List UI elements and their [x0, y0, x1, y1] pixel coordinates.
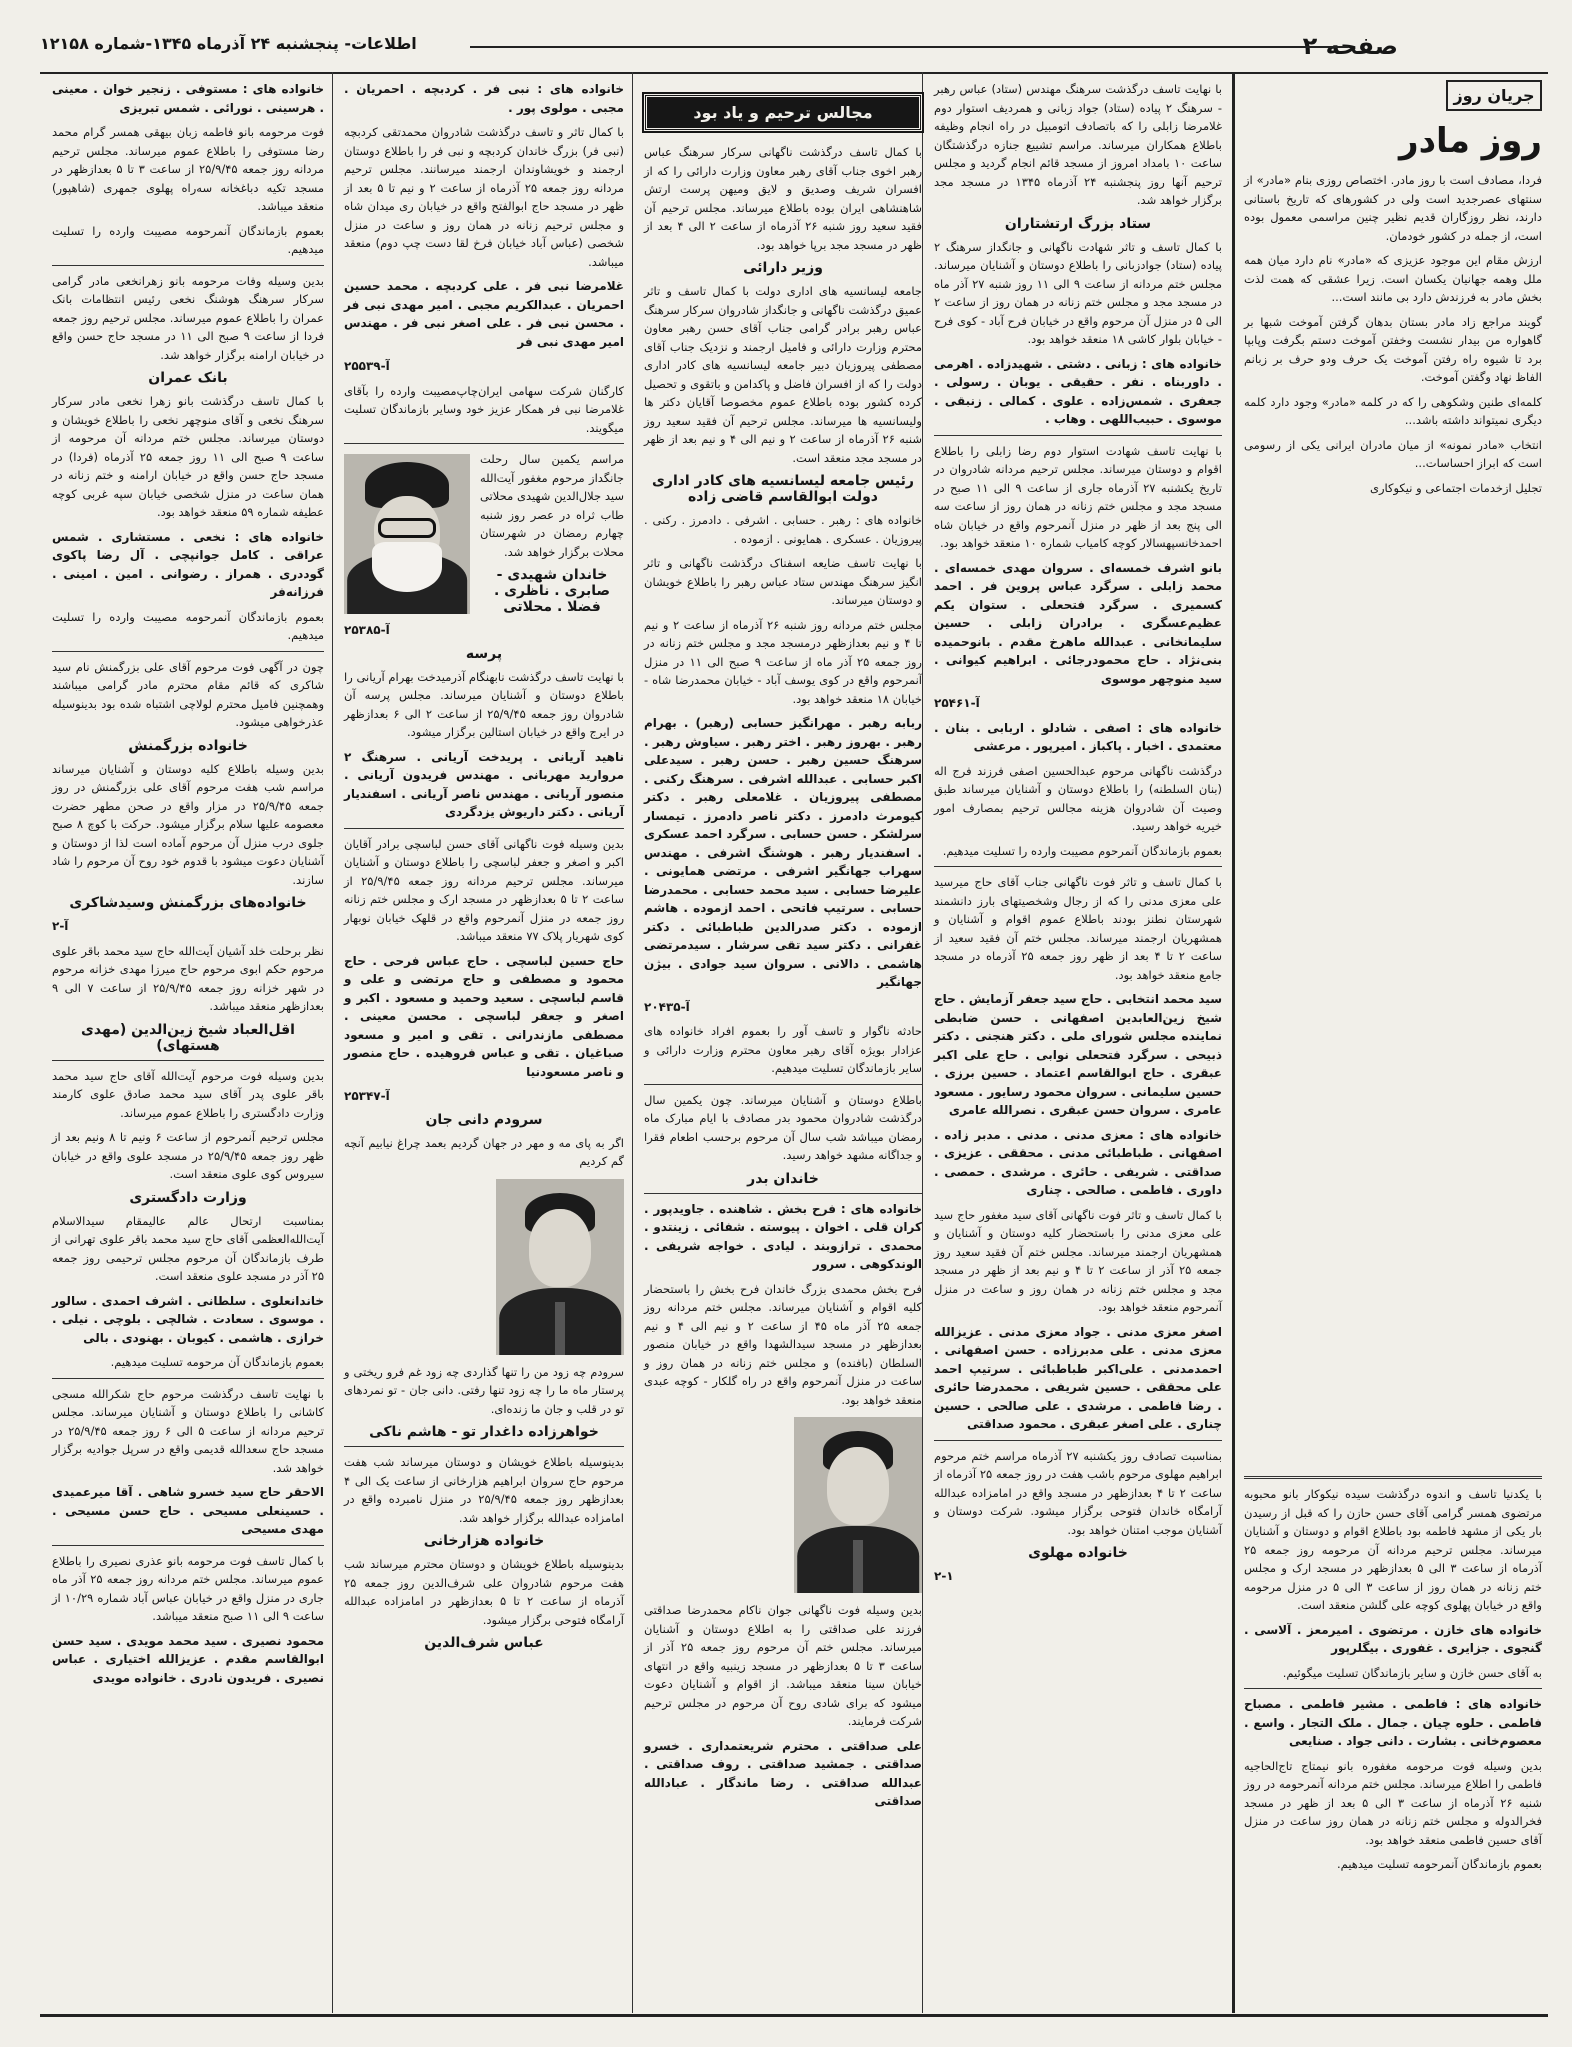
notice-paragraph: درگذشت ناگهانی مرحوم عبدالحسین اصفی فرزند فرج اله (بنان السلطنه) را باطلاع دوستان و آشنایان میرساند طبق وصیت آن شادروان هزینه مجالس ترحیم بمصارف امور خیریه خواهد رسید. [934, 763, 1222, 833]
notice-paragraph: با کمال تاسف درگذشت بانو زهرا نخعی مادر سرکار سرهنگ نخعی و آقای منوچهر نخعی را باطلاع خویشان و دوستان میرساند. مجلس ختم مردانه آن مرحومه از ساعت ۹ صبح الی ۱۱ روز جمعه ۲۵ آذرماه (فردا) در مسجد حاج حسن واقع در خیابان ارامنه و ختم زنانه در همان ساعت در منزل شخصی خیابان سپه غربی کوچه عطیفه شماره ۵۹ منعقد خواهد بود. [52, 394, 324, 519]
notice-signature: خانواده‌های بزرگمنش وسیدشاکری [69, 895, 307, 911]
notice-paragraph: به آقای حسن خازن و سایر بازماندگان تسلیت میگوئیم. [1282, 1665, 1542, 1680]
notice-paragraph: چون در آگهی فوت مرحوم آقای علی بزرگمنش نام سید شاکری که قائم مقام محترم مادر گرامی میباشند وهمچنین فامیل محترم لولاچی اشتباه شده بود بدینوسیله عذرخواهی میشود. [52, 659, 324, 729]
notice-signature: پرسه [465, 645, 503, 662]
notice-paragraph: با کمال تاسف و تاثر فوت ناگهانی جناب آقای حاج میرسید علی معزی مدنی را که از رجال وشخصیتهای بارز دانشمند شهرستان نطنز بودند باطلاع عموم اقوام و آشنایان و همشهریان ارجمند میرساند. مجلس ختم آن فقید سعید از ساعت ۲ تا ۴ بعد از ظهر روز جمعه ۲۵ آذرماه در مسجد جامع منعقد خواهد بود. [934, 875, 1222, 982]
section-divider [344, 443, 624, 444]
section-divider [644, 1193, 922, 1194]
family-names: خانواده های : زبانی . دشتی . شهیدزاده . اهرمی . داوربناه . نفر . حقیقی . یوبان . رسولی . جعفری . شمس‌زاده . علوی . کمالی . زنبقی . موسوی . حبیب‌اللهی . وهاب . [934, 356, 1222, 426]
notice-signature: خانواده هزارخانی [423, 1533, 545, 1549]
feature-paragraph: تجلیل ازخدمات اجتماعی و نیکوکاری [1369, 480, 1542, 495]
family-names: بانو اشرف خمسه‌ای . سروان مهدی خمسه‌ای . محمد زابلی . سرگرد عباس پروین فر . احمد کسمیری . سرگرد فتحعلی . ستوان یکم عظیم‌عسگری . برادران زابلی . حسین سلیمانخانی . عبدالله ماهرخ مقدم . بانوحمیده بنی‌نژاد . حاج محمودرجائی . ابراهیم کیوانی . سید منوچهر موسوی [934, 560, 1222, 686]
family-names: خانواده های : اصفی . شادلو . اربابی . بنان . معتمدی . اخبار . پاکباز . امیرپور . مرعشی [934, 720, 1222, 753]
family-names: ناهید آریانی . پریدخت آریانی . سرهنگ ۲ مروارید مهربانی . مهندس فریدون آریانی . منصور آریانی . مهندس ناصر آریانی . اسفندیار آریانی . دکتر داریوش یزدگردی [344, 749, 624, 819]
notice-paragraph: اگر به پای مه و مهر در جهان گردیم بعمد چراغ نیابیم آنچه گم کردیم [344, 1135, 624, 1168]
notice-paragraph: مجلس ختم مردانه روز شنبه ۲۶ آذرماه از ساعت ۲ و نیم تا ۴ و نیم بعدازظهر درمسجد مجد و مجلس ختم زنانه در روز جمعه ۲۵ آذر ماه از ساعت ۹ صبح الی ۱۱ در منزل آنمرحوم واقع در کوی یوسف آباد - خیابان محمدرضا شاه - خیابان ۱۸ منعقد خواهد بود. [644, 617, 922, 706]
column-3 [638, 80, 928, 2007]
notice-paragraph: با نهایت تاسف ضایعه اسفناک درگذشت ناگهانی و تاثر انگیز سرهنگ مهندس ستاد عباس رهبر را باطلاع خویشان و دوستان میرساند. [644, 556, 922, 607]
notice-signature: وزارت دادگستری [129, 1189, 247, 1206]
family-names: خانواده های : نخعی . مستشاری . شمس عراقی . کامل جوانپچی . آل رضا پاکوی گوددری . همراز . رضوانی . امین . امینی . فرزانه‌فر [52, 529, 324, 599]
family-names: خانواده های خازن . مرتضوی . امیرمعز . آلاسی . گنجوی . جزایری . غفوری . بیگلرپور [1244, 1622, 1542, 1655]
notice-signature: رئیس جامعه لیسانسیه های کادر اداری دولت ابوالقاسم قاضی زاده [652, 473, 914, 505]
notice-signature: عباس شرف‌الدین [424, 1635, 544, 1651]
family-names: خانواده های : مستوفی . زنجیر خوان . معینی . هرسینی . نورائی . شمس تبریزی [52, 82, 324, 115]
section-divider [52, 1060, 324, 1061]
notice-paragraph: فوت مرحومه بانو فاطمه زبان بیهقی همسر گرام محمد رضا مستوفی را باطلاع عموم میرساند. مجلس ترحیم مردانه روز جمعه ۲۵/۹/۴۵ از ساعت ۳ تا ۵ بعدازظهر در مسجد تکیه دباغخانه سه‌راه پهلوی جمهری (شاهپور) منعقد میباشد. [52, 125, 324, 213]
section-divider [52, 651, 324, 652]
notice-paragraph: بعموم بازماندگان آن مرحومه تسلیت میدهیم. [110, 1355, 324, 1369]
family-names: علی صداقتی . محترم شریعتمداری . خسرو صداقتی . جمشید صداقتی . روف صداقتی . عبدالله صداقتی . رضا ماندگار . عبادالله صداقتی [644, 1738, 922, 1808]
notice-paragraph: حادثه ناگوار و تاسف آور را بعموم افراد خانواده های عزادار بویژه آقای رهبر معاون محترم وزارت دارائی و سایر بازماندگان تسلیت میدهیم. [644, 1024, 922, 1075]
notice-signature: خاندان بدر [747, 1170, 819, 1187]
notice-paragraph: با کمال تاسف فوت مرحومه بانو عذری نصیری را باطلاع عموم میرساند. مجلس ختم مردانه روز جمعه ۲۵ آذر ماه جاری در منزل واقع در خیابان عباس آباد شماره ۱۰/۲۹ از ساعت ۹ الی ۱۱ صبح منعقد میباشد. [52, 1553, 325, 1623]
frame-top-rule [40, 72, 1548, 74]
feature-column [1238, 80, 1548, 1460]
notice-signature: وزیر دارائی [743, 260, 823, 276]
notice-paragraph: بعموم بازماندگان آنمرحوم مصیبت وارده را تسلیت میدهیم. [942, 843, 1222, 858]
notice-signature: اقل‌العباد شیخ زین‌الدین (مهدی هستهای) [81, 1021, 295, 1054]
notice-paragraph: با کمال تاثر و تاسف درگذشت شادروان محمدتقی کردبچه (نبی فر) بزرگ خاندان کردبچه و نبی فر را باطلاع دوستان ارجمند و خویشاوندان ارجمند میرسانند. مجلس ترحیم مردانه روز جمعه ۲۵ آذرماه از ساعت ۲ و نیم تا ۵ بعد از ظهر در مسجد حاج ابوالفتح واقع در خیابان ری میدان شاه و مجلس ترحیم زنانه در همان روز و ساعت در منزل شخصی (عباس آباد خیابان فرخ لقا دست چپ دوم) منعقد میباشد. [344, 125, 624, 269]
ad-code: آ-۲۰۴۳۵ [644, 999, 690, 1014]
page-header [40, 28, 1548, 64]
ad-code: آ-۲۵۴۶۱ [934, 696, 980, 710]
section-divider [52, 1545, 324, 1546]
family-names: خانواده های : فرح بخش . شاهنده . جاویدپور . کران قلی . اخوان . پیوسته . شفائی . زینتدو . محمدی . ترازوبند . لیادی . خواجه شریفی . الوندکوهی . سرور [644, 1201, 922, 1271]
notice-paragraph: مجلس ترحیم آنمرحوم از ساعت ۶ ونیم تا ۸ ونیم بعد از ظهر روز جمعه ۲۵/۹/۴۵ در مسجد علوی واقع در خیابان سیروس کوی علوی منعقد است. [52, 1130, 324, 1181]
family-names: الاحقر حاج سید خسرو شاهی . آقا میرعمیدی . حسینعلی مسیحی . حاج حسن مسیحی . مهدی مسیحی [52, 1485, 324, 1536]
notice-signature: خانواده مهلوی [1028, 1545, 1128, 1561]
feature-paragraph: گویند مراجع زاد مادر بستان بدهان گرفتن آموخت شبها بر گاهواره من بیدار نشست وخفتن آموخت دستم بگرفت وپابپا برد تا شیوه راه رفتن آموخت یک حرف ودو حرف بر زبانم الفاظ نهاد وگفتن آموخت. [1244, 314, 1542, 384]
section-divider [644, 1084, 922, 1085]
feature-paragraph: فردا، مصادف است با روز مادر. اختصاص روزی بنام «مادر» از سنتهای عصرجدید است ولی در کشورهای که تاریخ باستانی دارند، نظر روزگاران قدیم نظیر چنین مراسمی معمول بوده است، از جمله در کشور خودمان. [1244, 173, 1542, 243]
column-rule [332, 72, 333, 2013]
section-divider [934, 866, 1222, 867]
notice-paragraph: خانواده های : رهبر . حسابی . اشرفی . دادمرز . رکنی . پیروزیان . عسکری . همایونی . ازموده . [644, 513, 922, 546]
notice-paragraph: بعموم بازماندگان آنمرحومه مصیبت وارده را تسلیت میدهیم. [52, 609, 324, 642]
family-names: اصغر معزی مدنی . جواد معزی مدنی . عزیزالله معزی مدنی . علی مدبرزاده . حسن اصفهانی . احمدمدنی . علی‌اکبر طباطبائی . سرتیپ احمد علی محققی . حسین شریفی . محمدرضا حائری . رضا فاطمی . مرشدی . علی صالحی . حسین چناری . علی اصغر عبقری . محمود صداقتی [934, 1324, 1222, 1431]
feature-box-label: جریان روز [1446, 80, 1542, 111]
notice-paragraph: باطلاع دوستان و آشنایان میرساند. چون یکمین سال درگذشت شادروان محمود بدر مصادف با ایام مبارک ماه رمضان میباشد شب سال آن مرحوم برحسب اطعام فقرا و جداگانه مشهد خواهد رسید. [644, 1092, 922, 1162]
column-2 [928, 80, 1228, 2007]
notice-signature: بانک عمران [148, 370, 228, 386]
family-names: محمود نصیری . سید محمد مویدی . سید حسن ابوالقاسم مقدم . عزیزالله اختیاری . عباس نصیری . فریدون نادری . خانواده مویدی [52, 1633, 324, 1685]
notice-paragraph: با نهایت تاسف شهادت استوار دوم رضا زابلی را باطلاع اقوام و دوستان میرساند. مجلس ترحیم مردانه شادروان در تاریخ یکشنبه ۲۷ آذرماه جاری از ساعت ۹ الی ۱۱ صبح در مسجد مجد و مجلس ختم زنانه در همان روز از ساعت سه الی پنج بعد از ظهر در منزل آنمرحوم واقع در خیابان شاه احمدخانسپهسالار کوچه کامیاب شماره ۱۰ منعقد خواهد بود. [934, 443, 1222, 550]
notice-paragraph: بعموم بازماندگان آنمرحومه تسلیت میدهیم. [1337, 1857, 1542, 1871]
notice-signature: ستاد بزرگ ارتشتاران [1004, 215, 1152, 232]
column-5 [46, 80, 330, 2007]
ad-code: آ-۲۵۳۴۷ [344, 1089, 390, 1103]
column-rule [1232, 72, 1235, 2013]
column-4 [338, 80, 630, 2007]
family-names: سید محمد انتخابی . حاج سید جعفر آزمایش . حاج شیخ زین‌العابدین اصفهانی . حسن ضابطی نماینده مجلس شورای ملی . دکتر هنجنی . دکتر ذبیحی . سرگرد فتحعلی نوابی . حاج علی اکبر عبقری . حاج ابوالقاسم اعتماد . حسین برزی . حسین سلیمانی . سروان محمود رسایور . مسعود عامری . سروان حسن عبقری . نصرالله عامری [934, 992, 1222, 1117]
notice-paragraph: با یکدنیا تاسف و اندوه درگذشت سیده نیکوکار بانو محبوبه مرتضوی همسر گرامی آقای حسن حازن را که قبل از رسیدن بار یکی از مشهد فاطمه بود باطلاع اقوام و دوستان و آشنایان میرساند. مجلس ترحیم مردانه آن مرحومه روز جمعه ۲۵ آذرماه از ساعت ۳ الی ۵ بعدازظهر در مسجد ارک و مجلس ختم زنانه در همان روز از ساعت ۳ الی ۵ در منزل مرحومه واقع در خیابان پهلوی کوچه علی گلشن منعقد است. [1244, 1487, 1542, 1612]
ad-code: ۲-۱ [934, 1569, 954, 1583]
boy-portrait-photo [794, 1417, 922, 1593]
header-rule [470, 46, 1348, 48]
family-names: خانواده های : معزی مدنی . مدنی . مدبر زاده . اصفهانی . طباطبائی مدنی . محققی . عزیزی . صداقتی . شریفی . حائری . مرشدی . حمصی . داوری . فاطمی . صالحی . چناری [934, 1127, 1222, 1197]
cleric-portrait-photo [344, 454, 470, 614]
notice-paragraph: بدین وسیله وفات مرحومه بانو زهرانخعی مادر گرامی سرکار سرهنگ هوشنگ نخعی رئیس انتظامات بانک عمران را باطلاع عموم میرساند. مجلس ترحیم روز جمعه فردا از ساعت ۹ صبح الی ۱۱ در مسجد حاج حسن واقع در خیابان ارامنه برگزار خواهد شد. [52, 273, 324, 362]
column-1-bottom [1238, 1470, 1548, 2007]
notice-paragraph: بدین وسیله فوت ناگهانی جوان ناکام محمدرضا صداقتی فرزند علی صداقتی را به اطلاع دوستان و آشنایان میرساند. مجلس ختم آن مرحوم روز جمعه ۲۵ آذر از ساعت ۳ تا ۵ بعدازظهر در مسجد زینبیه واقع در انتهای خیابان سینا منعقد میباشد. از اقوام و آشنایان دعوت میشود که برای شادی روح آن مرحوم در مجلس ترحیم شرکت فرمایند. [644, 1603, 923, 1728]
frame-bottom-rule [40, 2014, 1548, 2017]
notice-paragraph: بمناسبت ارتحال عالم عالیمقام سیدالاسلام آیت‌الله‌العظمی آقای حاج سید محمد باقر علوی تهرانی از طرف بازماندگان آن مرحوم مجلس ترحیمی روز جمعه ۲۵ آذر در مسجد علوی منعقد است. [52, 1213, 324, 1283]
section-divider [344, 828, 624, 829]
notice-paragraph: فرح بخش محمدی بزرگ خاندان فرح بخش را باستحضار کلیه اقوام و آشنایان میرساند. مجلس ختم مردانه روز جمعه ۲۵ آذر ماه ۴۵ از ساعت ۲ و نیم الی ۴ و نیم بعدازظهر در مسجد سیدالشهدا واقع در خیابان منصور السلطان (بافنده) و مجلس ختم زنانه در همان روز و ساعت در منزل آنمرحوم واقع در راه گلکار - کوچه عبدی منعقد خواهد بود. [644, 1281, 922, 1407]
section-divider [1244, 1688, 1542, 1689]
section-divider [52, 265, 324, 266]
family-names: حاج حسین لباسچی . حاج عباس فرحی . حاج محمود و مصطفی و حاج مرتضی و علی و قاسم لباسچی . سعید وحمید و مسعود . اکبر و اصغر و جعفر لباسچی . محسن معینی . مصطفی مازندرانی . تقی و امیر و مسعود صباغیان . تقی و عباس فروهیده . حاج منصور و ناصر مسعودنیا [344, 953, 624, 1079]
feature-paragraph: کلمه‌ای طنین وشکوهی را که در کلمه «مادر» وجود دارد کلمه دیگری نمیتواند داشته باشد... [1244, 394, 1542, 427]
feature-paragraph: انتخاب «مادر نمونه» از میان مادران ایرانی یکی از رسومی است که ابراز احساسات... [1244, 437, 1542, 470]
section-divider [934, 1440, 1222, 1441]
notice-signature: خواهرزاده داغدار تو - هاشم ناکی [369, 1424, 599, 1440]
feature-body [1244, 171, 1542, 497]
family-names: خانواده های : فاطمی . مشیر فاطمی . مصباح فاطمی . حلوه چیان . جمال . ملک التجار . واسع . معصوم‌خانی . بشارت . دانی جواد . صنایعی [1244, 1697, 1542, 1748]
family-names: خاندانعلوی . سلطانی . اشرف احمدی . سالور . موسوی . سعادت . شالچی . بلوچی . نیلی . خرازی . هاشمی . کیوبان . بهنودی . بالی [52, 1293, 324, 1345]
feature-title: روز مادر [1399, 121, 1542, 161]
notice-paragraph: با نهایت تاسف درگذشت سرهنگ مهندس (ستاد) عباس رهبر - سرهنگ ۲ پیاده (ستاد) جواد زبانی و همردیف استوار دوم غلامرضا زابلی را که باتصادف اتومبیل در راه انجام وظیفه باطلاع همکاران میرساند. مراسم تشییع جنازه درگذشتگان ساعت ۱۰ بامداد امروز از مسجد قائم انجام گردید و مجلس ترحیم آنها روز پنجشنبه ۲۴ آذرماه ۱۳۴۵ در مسجد مجد برگزار خواهد شد. [934, 82, 1222, 207]
notice-paragraph: با کمال تاسف و تاثر فوت ناگهانی آقای سید مغفور حاج سید علی معزی مدنی را باستحضار کلیه دوستان و آشنایان و همشهریان ارجمند میرساند. مجلس ختم آن فقید سعید روز جمعه ۲۵ آذر از ساعت ۲ تا ۴ و نیم بعد از ظهر در مسجد مجد و مجلس ختم زنانه در همان روز و ساعت در منزل آنمرحوم منعقد خواهد بود. [934, 1207, 1222, 1314]
section-divider [52, 1378, 324, 1379]
family-names: خانواده های : نبی فر . کردبچه . احمریان . مجبی . مولوی پور . [344, 82, 624, 115]
notice-paragraph: کارگنان شرکت سهامی ایران‌چاپ‌مصیبت وارده را بآقای غلامرضا نبی فر همکار عزیز خود وسایر بازماندگان تسلیت میگویند. [344, 383, 624, 435]
notice-paragraph: بدینوسیله باطلاع خویشان و دوستان میرساند شب هفت مرحوم حاج سروان ابراهیم هزارخانی از ساعت یک الی ۴ بعدازظهر روز جمعه ۲۵/۹/۴۵ در منزل نامبرده واقع در امامزاده عبدالله برگزار خواهد شد. [344, 1455, 624, 1525]
ad-code: آ-۲ [52, 919, 69, 933]
notice-paragraph: با کمال تاسف و تاثر شهادت ناگهانی و جانگداز سرهنگ ۲ پیاده (ستاد) جوادزبانی را باطلاع دوستان و آشنایان میرساند. مجلس ختم مردانه از ساعت ۹ الی ۱۱ روز شنبه ۲۷ آذر ماه در مسجد مجد و مجلس ختم زنانه در همان روز از ساعت ۲ الی ۵ در منزل آن مرحوم واقع در خیابان فرح آباد - کوی فرح - خیابان بلوار کاشی ۱۸ منعقد خواهد بود. [934, 239, 1222, 346]
man-portrait-photo [496, 1179, 624, 1355]
notice-paragraph: سرودم چه زود من را تنها گذاردی چه زود غم فرو ریختی و پرستار ماه ما را چه زود تنها رفتی. دانی جان - تو نمردهای تو در قلب و جان ما زنده‌ای. [344, 1364, 624, 1416]
section-divider [1244, 1476, 1542, 1479]
notice-paragraph: بدین وسیله فوت ناگهانی آقای حسن لباسچی برادر آقایان اکبر و اصغر و جعفر لباسچی را باطلاع دوستان و آشنایان میرساند. مجلس ترحیم مردانه روز جمعه ۲۵/۹/۴۵ از ساعت ۲ تا ۵ بعدازظهر در مسجد ارک و مجلس ختم زنانه روز جمعه در منزل آنمرحوم واقع در قلهک خیابان نوبهار کوی شهریار پلاک ۷۷ منعقد میباشد. [344, 836, 625, 943]
feature-paragraph: ارزش مقام این موجود عزیزی که «مادر» نام دارد میان همه ملل وهمه جهانیان یکسان است. زیرا عشقی که همت لذت بخش مادر به فرزندش دارد بی مانند است... [1244, 253, 1542, 304]
section-banner: مجالس ترحیم و یاد بود [644, 94, 922, 131]
notice-paragraph: با نهایت تاسف درگذشت نابهنگام آذرمیدخت بهرام آریانی را باطلاع دوستان و آشنایان میرساند. مجلس پرسه آن شادروان روز جمعه ۲۵/۹/۴۵ از ساعت ۲ الی ۶ بعدازظهر در ایرج واقع در خیابان استالین برگزار میشود. [344, 669, 624, 739]
notice-paragraph: بدین وسیله فوت مرحومه مغفوره بانو نیمتاج تاج‌الحاجیه فاطمی را اطلاع میرساند. مجلس ختم مردانه آنمرحومه در روز شنبه ۲۶ آذرماه از ساعت ۳ الی ۵ بعد از ظهر در مسجد فخرالدوله و مجلس ختم زنانه در همان روز ساعت در منزل آقای حسین فاطمی منعقد خواهد بود. [1244, 1758, 1542, 1847]
notice-paragraph: بدین وسیله باطلاع کلیه دوستان و آشنایان میرساند مراسم شب هفت مرحوم آقای علی بزرگمنش در روز جمعه ۲۵/۹/۴۵ در مزار واقع در صحن مطهر حضرت معصومه علیها سلام برگزار میشود. حرکت با کوچ ۸ صبح جلوی درب منزل آن مرحوم آماده است لذا از دوستان و آشنایان دعوت میشود با قدوم خود روح آن مرحوم را شاد سازند. [52, 761, 324, 887]
family-names: ربابه رهبر . مهرانگیز حسابی (رهبر) . بهرام رهبر . بهروز رهبر . اختر رهبر . سیاوش رهبر . سرهنگ حسین رهبر . حسن رهبر . سیدعلی اکبر حسابی . عبدالله اشرفی . سرهنگ رکنی . مصطفی پیروزیان . غلامعلی رهبر . دکتر کیومرث دادمرز . دکتر ناصر دادمرز . تیمسار سرلشکر . حسن حسابی . سرگرد احمد عسکری . اسفندیار رهبر . هوشنگ اشرفی . مهندس سهراب جهانگیر اشرفی . مرتضی همایونی . علیرضا حسابی . سید محمد حسابی . محمدرضا حسابی . سرتیپ فاتحی . احمد ازموده . هاشم ازموده . دکتر صدرالدین طباطبائی . دکتر غفرانی . دکتر سید تقی سرشار . سیدمرتضی هاشمی . دالانی . سروان سید جوادی . بیژن جهانگیر [644, 716, 922, 989]
notice-paragraph: بدینوسیله باطلاع خویشان و دوستان محترم میرساند شب هفت مرحوم شادروان علی شرف‌الدین روز جمعه ۲۵ آذرماه از ساعت ۲ تا ۵ بعدازظهر در امامزاده عبدالله آرامگاه فتوحی برگزار میشود. [344, 1557, 624, 1627]
ad-code: آ-۲۵۵۳۹ [344, 359, 390, 373]
section-divider [934, 435, 1222, 436]
notice-signature: خانواده بزرگمنش [128, 737, 248, 754]
ad-code: آ-۲۵۳۸۵ [344, 623, 390, 637]
section-divider [344, 1446, 624, 1447]
notice-signature: خاندان شهیدی - صابری . ناظری . فضلا . محلاتی [493, 567, 611, 615]
notice-paragraph: جامعه لیسانسیه های اداری دولت با کمال تاسف و تاثر عمیق درگذشت ناگهانی و جانگداز شادروان سرکار سرهنگ عباس رهبر برادر گرامی جناب آقای حسن رهبر معاون محترم وزارت دارائی و فامیل ارجمند و نزدیک جناب آقای مصطفی پیروزیان دبیر جامعه لیسانسیه های کادر اداری دولت را که از افسران فاضل و پاکدامن و باتقوی و تحصیل کرده کشور بوده باطلاع عموم مخصوصا آقایان دکتر ها ولیسانسیه ها میرساند. مجلس ترحیم آن فقید سعید روز شنبه ۲۶ آذرماه از ساعت ۲ و نیم الی ۴ و نیم بعد از ظهر در مسجد مجد منعقد است. [644, 284, 922, 465]
notice-paragraph: با نهایت تاسف درگذشت مرحوم حاج شکرالله مسجی کاشانی را باطلاع دوستان و آشنایان میرساند. مجلس ترحیم مردانه از ساعت ۵ الی ۶ روز جمعه ۲۵/۹/۴۵ در مسجد حاج سعدالله قدیمی واقع در سرپل جوادیه برگزار خواهد شد. [52, 1386, 324, 1475]
notice-paragraph: بعموم بازماندگان آنمرحومه مصیبت وارده را تسلیت میدهیم. [52, 223, 324, 256]
notice-paragraph: مراسم یکمین سال رحلت جانگداز مرحوم مغفور آیت‌الله سید جلال‌الدین شهیدی محلاتی طاب ثراه در عصر روز شنبه چهارم رمضان در شهرستان محلات برگزار خواهد شد. [480, 452, 624, 559]
family-names: غلامرضا نبی فر . علی کردبچه . محمد حسین احمریان . عبدالکریم مجبی . امیر مهدی نبی فر . محسن نبی فر . علی اصغر نبی فر . مهندس امیر مهدی نبی فر [344, 279, 624, 349]
notice-signature: سرودم دانی جان [425, 1111, 543, 1128]
notice-paragraph: با کمال تاسف درگذشت ناگهانی سرکار سرهنگ عباس رهبر اخوی جناب آقای رهبر معاون وزارت دارائی را که از افسران شریف وصدیق و لایق ومیهن پرست ارتش شاهنشاهی ایران بوده باطلاع میرساند. مجلس ترحیم آن فقید سعید روز شنبه ۲۶ آذرماه از ساعت ۲ الی ۴ بعد از ظهر در مسجد مجد برپا خواهد بود. [644, 145, 922, 252]
page-number: صفحه ۲ [1302, 32, 1398, 60]
issue-date-line: اطلاعات- پنجشنبه ۲۴ آذرماه ۱۳۴۵-شماره ۱۲۱۵۸ [40, 34, 417, 53]
notice-paragraph: بمناسبت تصادف روز یکشنبه ۲۷ آذرماه مراسم ختم مرحوم ابراهیم مهلوی مرحوم باشب هفت در روز جمعه ۲۵ آذرماه از ساعت ۲ تا ۴ بعدازظهر در مسجد واقع در امامزاده عبدالله آرامگاه خاندان فتوحی برگزار میشود. شرکت دوستان و آشنایان موجب امتنان خواهد بود. [934, 1448, 1223, 1537]
column-rule [632, 72, 633, 2013]
notice-paragraph: نظر برحلت خلد آشیان آیت‌الله حاج سید محمد باقر علوی مرحوم حکم ابوی مرحوم حاج میرزا مهدی خزانه مرحوم در شهر خزانه روز جمعه ۲۵/۹/۴۵ از ساعت ۷ الی ۹ بعدازظهر منعقد میباشد. [52, 943, 324, 1013]
notice-paragraph: بدین وسیله فوت مرحوم آیت‌الله آقای حاج سید محمد باقر علوی پدر آقای سید محمد صادق علوی کارمند وزارت دادگستری را باطلاع عموم میرساند. [52, 1068, 324, 1120]
